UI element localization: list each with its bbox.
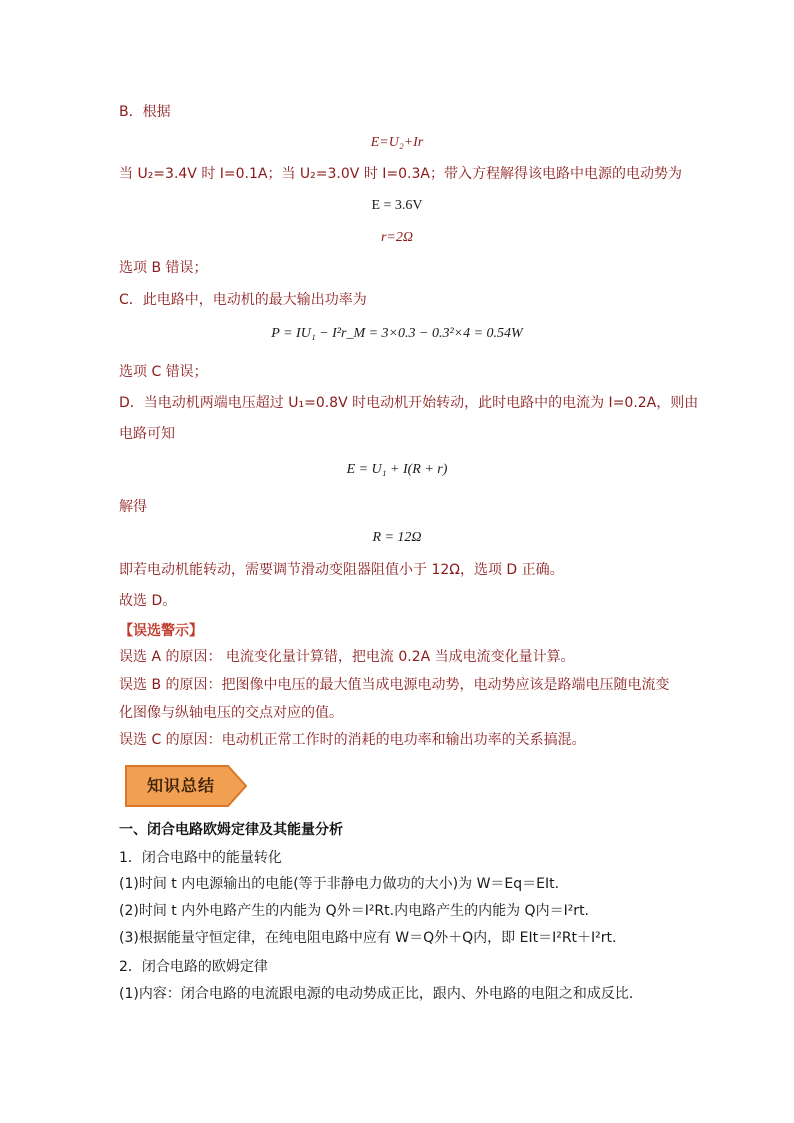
summary-item-1: 1．闭合电路中的能量转化 bbox=[119, 850, 282, 866]
summary-item-1b: (2)时间 t 内外电路产生的内能为 Q外＝I²Rt.内电路产生的内能为 Q内＝I²rt. bbox=[119, 903, 590, 919]
summary-item-1a: (1)时间 t 内电源输出的电能(等于非静电力做功的大小)为 W＝Eq＝EIt. bbox=[119, 876, 560, 892]
option-b-intro: B．根据 bbox=[119, 104, 171, 120]
equation-d: E = U₁ + I(R + r) bbox=[346, 462, 448, 477]
summary-item-2: 2．闭合电路的欧姆定律 bbox=[119, 959, 268, 975]
equation-resistance: R = 12Ω bbox=[372, 530, 422, 545]
warning-b-line2: 化图像与纵轴电压的交点对应的值。 bbox=[119, 705, 343, 721]
knowledge-summary-badge bbox=[124, 764, 248, 808]
option-b-condition: 当 U₂=3.4V 时 I=0.1A；当 U₂=3.0V 时 I=0.3A；带入方程解得该电路中电源的电动势为 bbox=[119, 166, 682, 182]
final-answer: 故选 D。 bbox=[119, 593, 177, 609]
summary-item-1c: (3)根据能量守恒定律，在纯电阻电路中应有 W＝Q外＋Q内，即 EIt＝I²Rt＋I²rt. bbox=[119, 930, 617, 946]
option-d-continue: 电路可知 bbox=[119, 426, 175, 442]
equation-power: P = IU₁ − I²r_M = 3×0.3 − 0.3²×4 = 0.54W bbox=[271, 326, 523, 341]
summary-heading: 一、闭合电路欧姆定律及其能量分析 bbox=[119, 822, 343, 838]
option-d-right: 即若电动机能转动，需要调节滑动变阻器阻值小于 12Ω，选项 D 正确。 bbox=[119, 562, 564, 578]
solve-label: 解得 bbox=[119, 499, 147, 515]
option-d-intro: D．当电动机两端电压超过 U₁=0.8V 时电动机开始转动，此时电路中的电流为 I=0.2A，则由 bbox=[119, 395, 699, 411]
summary-item-2a: (1)内容：闭合电路的电流跟电源的电动势成正比，跟内、外电路的电阻之和成反比． bbox=[119, 986, 643, 1002]
equation-r: r=2Ω bbox=[380, 230, 414, 245]
badge-label: 知识总结 bbox=[146, 776, 215, 795]
option-c-intro: C．此电路中，电动机的最大输出功率为 bbox=[119, 292, 367, 308]
warning-b-line1: 误选 B 的原因：把图像中电压的最大值当成电源电动势，电动势应该是路端电压随电流变 bbox=[119, 677, 670, 693]
equation-e: E = 3.6V bbox=[371, 198, 423, 213]
equation-b: E=U₂+Ir bbox=[370, 135, 424, 150]
option-c-wrong: 选项 C 错误； bbox=[119, 364, 208, 380]
warning-a: 误选 A 的原因： 电流变化量计算错，把电流 0.2A 当成电流变化量计算。 bbox=[119, 649, 575, 665]
option-b-wrong: 选项 B 错误； bbox=[119, 260, 208, 276]
warning-title: 【误选警示】 bbox=[119, 623, 203, 639]
warning-c: 误选 C 的原因：电动机正常工作时的消耗的电功率和输出功率的关系搞混。 bbox=[119, 732, 586, 748]
